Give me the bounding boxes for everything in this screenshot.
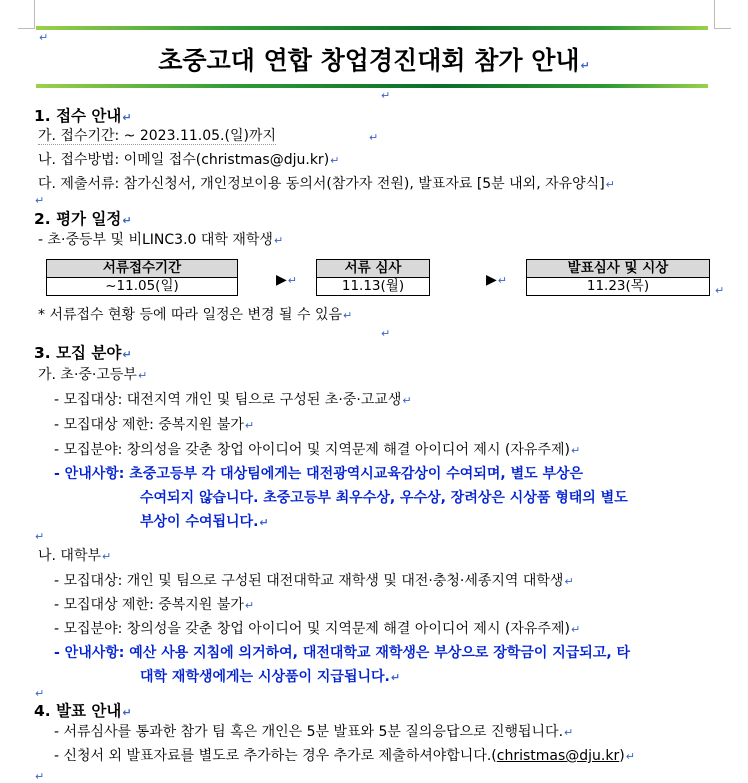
section-3-heading: 3. 모집 분야↵ [34,344,132,362]
schedule-target: - 초·중등부 및 비LINC3.0 대학 재학생↵ [38,232,284,248]
return-mark: ↵ [35,770,45,783]
university-notice-line-2: 대학 재학생에게는 시상품이 지급됩니다.↵ [140,669,401,685]
return-mark: ↵ [35,530,45,543]
division-school-title: 가. 초·중·고등부↵ [38,367,148,383]
school-notice-line-2: 수여되지 않습니다. 초중고등부 최우수상, 우수상, 장려상은 시상품 형태의 별도 [140,490,628,506]
title-top-rule [36,26,708,30]
return-mark: ↵ [35,687,45,700]
return-mark: ↵ [39,31,49,44]
university-target: - 모집대상: 개인 및 팀으로 구성된 대전대학교 재학생 및 대전·충청·세종지역 대학생↵ [54,573,574,589]
school-target: - 모집대상: 대전지역 개인 및 팀으로 구성된 초·중·고교생↵ [54,392,412,408]
schedule-box-date: 11.23(목) [586,278,650,294]
return-mark: ↵ [381,89,391,102]
additional-materials: - 신청서 외 발표자료를 별도로 추가하는 경우 추가로 제출하셔야합니다.(christmas@dju.kr)↵ [54,748,635,764]
section-1-heading: 1. 접수 안내↵ [34,107,132,125]
division-university-title: 나. 대학부↵ [38,548,112,564]
title-bottom-rule [36,84,708,88]
schedule-box-reception [46,259,238,296]
page-corner-mark [714,0,731,29]
submission-documents: 다. 제출서류: 참가신청서, 개인정보이용 동의서(참가자 전원), 발표자료 [5분 내외, 자유양식]↵ [38,176,615,192]
email-link[interactable]: christmas@dju.kr [496,748,620,764]
schedule-box-presentation-award [526,259,710,296]
schedule-box-date: 11.13(월) [341,278,405,294]
page-corner-mark [18,0,35,29]
schedule-box-label: 서류접수기간 [47,260,237,278]
section-2-heading: 2. 평가 일정↵ [34,210,132,228]
arrow-right-icon: ▶↵ [276,272,297,288]
university-restriction: - 모집대상 제한: 중복지원 불가↵ [54,597,255,613]
school-field: - 모집분야: 창의성을 갖춘 창업 아이디어 및 지역문제 해결 아이디어 제시 (자유주제)↵ [54,442,581,458]
schedule-box-label: 서류 심사 [317,260,429,278]
reception-method: 나. 접수방법: 이메일 접수(christmas@dju.kr)↵ [38,152,340,168]
school-notice: - 안내사항: 초중고등부 각 대상팀에게는 대전광역시교육감상이 수여되며, 별도 부상은 [54,466,584,482]
schedule-note: * 서류접수 현황 등에 따라 일정은 변경 될 수 있음↵ [38,307,353,323]
school-notice-line-3: 부상이 수여됩니다.↵ [140,514,269,530]
school-restriction: - 모집대상 제한: 중복지원 불가↵ [54,417,255,433]
return-mark: ↵ [369,131,379,144]
return-mark: ↵ [715,284,725,297]
presentation-process: - 서류심사를 통과한 참가 팀 혹은 개인은 5분 발표와 5분 질의응답으로 진행됩니다.↵ [54,724,574,740]
return-mark: ↵ [381,327,391,340]
university-field: - 모집분야: 창의성을 갖춘 창업 아이디어 및 지역문제 해결 아이디어 제시 (자유주제)↵ [54,621,581,637]
section-4-heading: 4. 발표 안내↵ [34,702,132,720]
schedule-box-date: ~11.05(일) [105,278,179,294]
arrow-right-icon: ▶↵ [486,272,507,288]
schedule-box-label: 발표심사 및 시상 [527,260,709,278]
reception-period: 가. 접수기간: ~ 2023.11.05.(일)까지 [38,128,276,144]
university-notice: - 안내사항: 예산 사용 지침에 의거하여, 대전대학교 재학생은 부상으로 장학금이 지급되고, 타 [54,645,631,661]
page-title: 초중고대 연합 창업경진대회 참가 안내↵ [158,46,590,75]
return-mark: ↵ [35,194,45,207]
schedule-box-document-review [316,259,430,296]
